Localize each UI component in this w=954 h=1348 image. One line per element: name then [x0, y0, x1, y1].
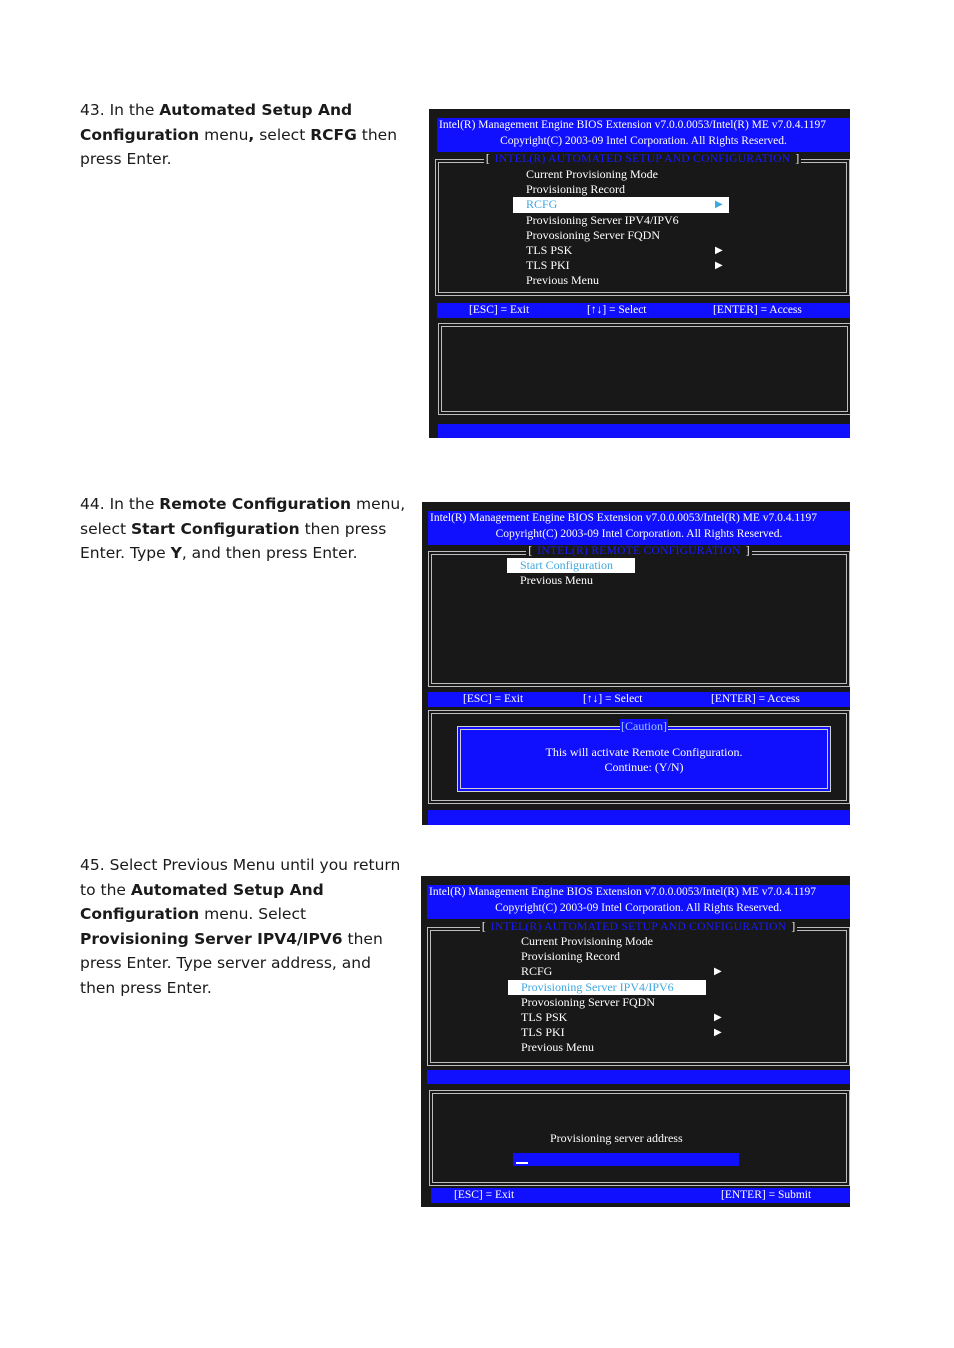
menu-item[interactable]: TLS PKI ▶	[526, 258, 723, 273]
menu-list	[513, 167, 729, 289]
mebx-screenshot-automated-setup-rcfg	[429, 109, 850, 438]
menu-item[interactable]: RCFG ▶	[521, 964, 722, 979]
menu-item-selected-rcfg[interactable]: RCFG ▶	[513, 197, 729, 212]
menu-title: INTEL(R) REMOTE CONFIGURATION	[534, 545, 744, 557]
menu-list	[508, 934, 722, 1056]
step-44-instructions: 44. In the Remote Configuration menu, select Start Configuration then press Enter. Type Y, and then press Enter.	[80, 495, 406, 562]
menu-item[interactable]: Provosioning Server FQDN	[526, 227, 660, 242]
menu-item[interactable]: Provisioning Record	[526, 182, 625, 197]
submenu-arrow-icon: ▶	[715, 244, 723, 256]
menu-item[interactable]: Provisioning Server IPV4/IPV6	[526, 212, 679, 227]
menu-item[interactable]: Previous Menu	[526, 273, 599, 288]
caution-title: [Caution]	[621, 719, 667, 733]
mebx-screenshot-provisioning-server	[421, 876, 850, 1207]
menu-frame: [ INTEL(R) AUTOMATED SETUP AND CONFIGURATION ]	[435, 159, 850, 296]
submenu-arrow-icon: ▶	[714, 966, 722, 978]
menu-item[interactable]: Current Provisioning Mode	[521, 934, 653, 948]
submenu-arrow-icon: ▶	[715, 199, 723, 211]
caution-prompt[interactable]: Continue: (Y/N)	[604, 760, 684, 774]
caution-dialog	[457, 719, 831, 792]
menu-item-selected-provisioning-server[interactable]: Provisioning Server IPV4/IPV6	[508, 980, 706, 995]
menu-item-selected-start-configuration[interactable]: Start Configuration	[507, 558, 635, 573]
menu-item[interactable]: Previous Menu	[521, 1040, 594, 1055]
menu-item[interactable]: TLS PSK ▶	[521, 1009, 722, 1024]
menu-item[interactable]: TLS PKI ▶	[521, 1025, 722, 1040]
mebx-screenshot-remote-configuration	[422, 502, 850, 825]
menu-title: INTEL(R) AUTOMATED SETUP AND CONFIGURATION	[488, 921, 790, 933]
step-number: 45.	[80, 856, 105, 874]
bios-header: Intel(R) Management Engine BIOS Extension v7.0.0.0053/Intel(R) ME v7.0.4.1197 Copyright(C) 2003-09 Intel Corporation. All Rights Reserved.	[427, 885, 850, 919]
menu-frame: [ INTEL(R) REMOTE CONFIGURATION ]	[428, 551, 850, 687]
menu-item[interactable]: Provisioning Record	[521, 949, 620, 964]
bios-header: Intel(R) Management Engine BIOS Extension v7.0.0.0053/Intel(R) ME v7.0.4.1197 Copyright(C) 2003-09 Intel Corporation. All Rights Reserved.	[437, 118, 850, 152]
step-43-instructions: 43. In the Automated Setup And Configuration menu, select RCFG then press Enter.	[80, 101, 398, 168]
input-prompt: Provisioning server address	[550, 1131, 683, 1145]
step-45-instructions: 45. Select Previous Menu until you return to the Automated Setup And Configuration menu. Select Provisioning Server IPV4/IPV6 then press Enter. Type server address, and then press Enter.	[80, 856, 401, 997]
submenu-arrow-icon: ▶	[714, 1027, 722, 1039]
menu-item[interactable]: Provosioning Server FQDN	[521, 994, 655, 1009]
key-help-bar: [ESC] = Exit [↑↓] = Select [ENTER] = Access	[428, 692, 850, 707]
text-cursor	[516, 1162, 528, 1164]
submenu-arrow-icon: ▶	[715, 260, 723, 272]
menu-list	[507, 558, 635, 588]
message-frame	[438, 323, 850, 415]
caution-message: This will activate Remote Configuration.	[545, 745, 743, 759]
menu-item[interactable]: Current Provisioning Mode	[526, 167, 658, 181]
menu-frame: [ INTEL(R) AUTOMATED SETUP AND CONFIGURATION ]	[427, 927, 850, 1066]
menu-item[interactable]: TLS PSK ▶	[526, 242, 723, 257]
step-number: 43.	[80, 101, 105, 119]
menu-item[interactable]: Previous Menu	[520, 573, 593, 588]
menu-title: INTEL(R) AUTOMATED SETUP AND CONFIGURATION	[492, 153, 794, 165]
server-address-input[interactable]	[513, 1153, 739, 1166]
blank-help-bar	[427, 1070, 850, 1084]
status-bar	[438, 424, 850, 438]
step-number: 44.	[80, 495, 105, 513]
bios-header: Intel(R) Management Engine BIOS Extension v7.0.0.0053/Intel(R) ME v7.0.4.1197 Copyright(C) 2003-09 Intel Corporation. All Rights Reserved.	[428, 511, 850, 545]
submenu-arrow-icon: ▶	[714, 1011, 722, 1023]
status-bar	[428, 810, 850, 825]
key-help-bar: [ESC] = Exit [ENTER] = Submit	[431, 1188, 850, 1203]
key-help-bar: [ESC] = Exit [↑↓] = Select [ENTER] = Access	[437, 303, 850, 318]
